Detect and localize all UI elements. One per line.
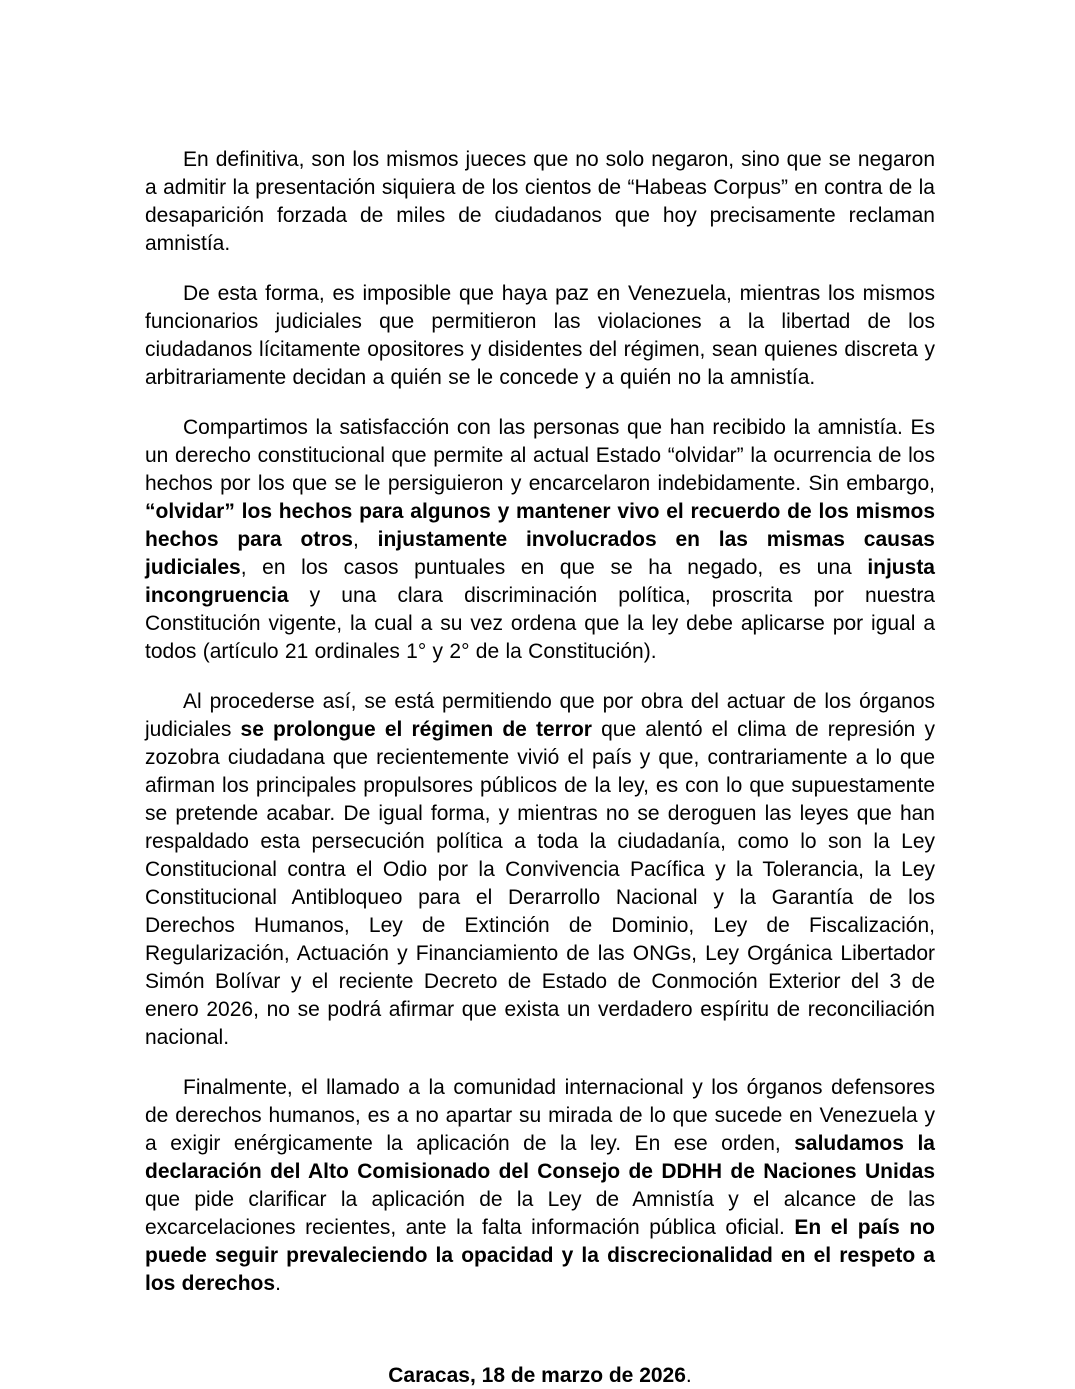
- text-run: .: [275, 1272, 281, 1295]
- text-run: Al procederse así, se está permitiendo que por obra del actuar de los órganos judiciales: [145, 690, 935, 741]
- bold-text-run: se prolongue el régimen de terror: [240, 718, 592, 741]
- paragraph: [145, 414, 935, 666]
- text-run: De esta forma, es imposible que haya paz en Venezuela, mientras los mismos funcionarios judiciales que permitieron las violaciones a la libertad de los ciudadanos lícitamente opositores y disidentes del régimen, sean quienes discreta y arbitrariamente decidan a quién se le concede y a quién no la amnistía.: [145, 282, 935, 389]
- text-run: Compartimos la satisfacción con las personas que han recibido la amnistía. Es un derecho constitucional que permite al actual Estado “olvidar” la ocurrencia de los hechos por los que se le persiguieron y encarcelaron indebidamente. Sin embargo,: [145, 416, 935, 495]
- paragraph: [145, 688, 935, 1052]
- text-run: En definitiva, son los mismos jueces que no solo negaron, sino que se negaron a admitir la presentación siquiera de los cientos de “Habeas Corpus” en contra de la desaparición forzada de miles de ciudadanos que hoy precisamente reclaman amnistía.: [145, 148, 935, 255]
- paragraph: [145, 280, 935, 392]
- dateline: [145, 1362, 935, 1389]
- text-run: , en los casos puntuales en que se ha negado, es una: [240, 556, 868, 579]
- text-run: que alentó el clima de represión y zozobra ciudadana que recientemente vivió el país y que, contrariamente a lo que afirman los principales propulsores públicos de la ley, es con lo que supuestamente se pretende acabar. De igual forma, y mientras no se deroguen las leyes que han respaldado esta persecución política a toda la ciudadanía, como lo son la Ley Constitucional contra el Odio por la Convivencia Pacífica y la Tolerancia, la Ley Constitucional Antibloqueo para el Derarrollo Nacional y la Garantía de los Derechos Humanos, Ley de Extinción de Dominio, Ley de Fiscalización, Regularización, Actuación y Financiamiento de las ONGs, Ley Orgánica Libertador Simón Bolívar y el reciente Decreto de Estado de Conmoción Exterior del 3 de enero 2026, no se podrá afirmar que exista un verdadero espíritu de reconciliación nacional.: [145, 718, 935, 1049]
- bold-text-run: injusta incongruencia: [145, 556, 935, 607]
- bold-text-run: Caracas, 18 de marzo de 2026: [388, 1364, 686, 1387]
- text-run: ,: [352, 528, 378, 551]
- text-run: Finalmente, el llamado a la comunidad internacional y los órganos defensores de derechos humanos, es a no apartar su mirada de lo que sucede en Venezuela y a exigir enérgicamente la aplicación de la ley. En ese orden,: [145, 1076, 935, 1155]
- paragraph: [145, 146, 935, 258]
- bold-text-run: saludamos la declaración del Alto Comisionado del Consejo de DDHH de Naciones Unidas: [145, 1132, 935, 1183]
- text-run: que pide clarificar la aplicación de la Ley de Amnistía y el alcance de las excarcelaciones recientes, ante la falta información pública oficial.: [145, 1188, 935, 1239]
- document-body: [145, 146, 935, 1389]
- bold-text-run: “olvidar” los hechos para algunos y mantener vivo el recuerdo de los mismos hechos para otros: [145, 500, 935, 551]
- bold-text-run: injustamente involucrados en las mismas causas judiciales: [145, 528, 935, 579]
- text-run: .: [685, 1364, 692, 1387]
- text-run: y una clara discriminación política, proscrita por nuestra Constitución vigente, la cual a su vez ordena que la ley debe aplicarse por igual a todos (artículo 21 ordinales 1° y 2° de la Constitución).: [145, 584, 935, 663]
- paragraph: [145, 1074, 935, 1298]
- bold-text-run: En el país no puede seguir prevaleciendo la opacidad y la discrecionalidad en el respeto a los derechos: [145, 1216, 936, 1295]
